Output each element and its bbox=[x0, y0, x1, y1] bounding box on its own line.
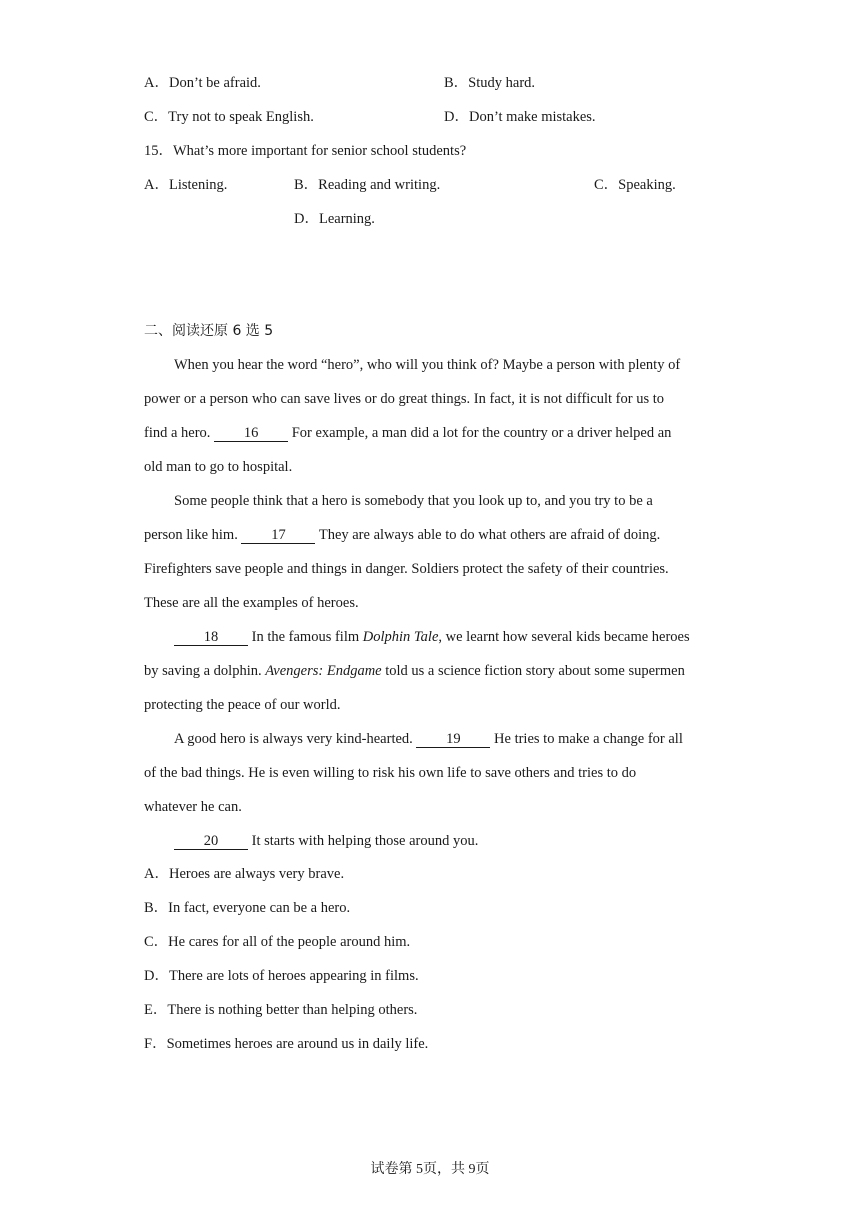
blank-20[interactable]: 20 bbox=[174, 833, 248, 850]
p5-line1 bbox=[174, 831, 478, 851]
q14-option-b: B．Study hard. bbox=[444, 75, 536, 91]
choice-c: C．He cares for all of the people around him. bbox=[144, 934, 411, 950]
q15-question: 15．What’s more important for senior school students? bbox=[144, 143, 467, 159]
p4-line3: whatever he can. bbox=[144, 799, 242, 815]
choice-b: B．In fact, everyone can be a hero. bbox=[144, 900, 351, 916]
film-title-avengers: Avengers: Endgame bbox=[265, 663, 382, 679]
p3-line1-post: , we learnt how several kids became heroes bbox=[438, 629, 690, 645]
q15-option-a: A．Listening. bbox=[144, 177, 228, 193]
q15-option-b: B．Reading and writing. bbox=[294, 177, 441, 193]
p4-line1-post: He tries to make a change for all bbox=[490, 731, 683, 747]
blank-16[interactable]: 16 bbox=[214, 425, 288, 442]
blank-19[interactable]: 19 bbox=[416, 731, 490, 748]
p5-line1-post: It starts with helping those around you. bbox=[248, 833, 479, 849]
p1-line4: old man to go to hospital. bbox=[144, 459, 293, 475]
p3-line2 bbox=[144, 661, 685, 681]
choice-a: A．Heroes are always very brave. bbox=[144, 866, 345, 882]
page-footer: 试卷第 5页，共 9页 bbox=[370, 1162, 490, 1177]
q14-option-a: A．Don’t be afraid. bbox=[144, 75, 261, 91]
p2-line4: These are all the examples of heroes. bbox=[144, 595, 359, 611]
p2-line1: Some people think that a hero is somebody that you look up to, and you try to be a bbox=[174, 493, 653, 509]
choice-f: F．Sometimes heroes are around us in daily life. bbox=[144, 1036, 429, 1052]
p4-line1-pre: A good hero is always very kind-hearted. bbox=[174, 731, 417, 747]
p1-line1: When you hear the word “hero”, who will you think of? Maybe a person with plenty of bbox=[174, 357, 681, 373]
p4-line1 bbox=[174, 729, 683, 749]
choice-d: D．There are lots of heroes appearing in films. bbox=[144, 968, 419, 984]
p2-line2-post: They are always able to do what others are afraid of doing. bbox=[315, 527, 661, 543]
p3-line2-pre: by saving a dolphin. bbox=[144, 663, 266, 679]
q14-option-d: D．Don’t make mistakes. bbox=[444, 109, 596, 125]
q14-option-c: C．Try not to speak English. bbox=[144, 109, 314, 125]
p2-line2-pre: person like him. bbox=[144, 527, 242, 543]
p1-line3 bbox=[144, 423, 671, 443]
p3-line1 bbox=[174, 627, 690, 647]
p3-line3: protecting the peace of our world. bbox=[144, 697, 341, 713]
p2-line2 bbox=[144, 525, 660, 545]
q15-option-c: C．Speaking. bbox=[594, 177, 676, 193]
p1-line3-pre: find a hero. bbox=[144, 425, 215, 441]
film-title-dolphin-tale: Dolphin Tale bbox=[362, 629, 439, 645]
section-heading: 二、阅读还原 6 选 5 bbox=[144, 323, 274, 339]
p3-line1-mid: In the famous film bbox=[248, 629, 363, 645]
p4-line2: of the bad things. He is even willing to risk his own life to save others and tries to do bbox=[144, 765, 637, 781]
p1-line2: power or a person who can save lives or do great things. In fact, it is not difficult for us to bbox=[144, 391, 664, 407]
p2-line3: Firefighters save people and things in danger. Soldiers protect the safety of their countries. bbox=[144, 561, 669, 577]
blank-18[interactable]: 18 bbox=[174, 629, 248, 646]
p3-line2-post: told us a science fiction story about some supermen bbox=[381, 663, 685, 679]
q15-option-d: D．Learning. bbox=[294, 211, 375, 227]
choice-e: E．There is nothing better than helping others. bbox=[144, 1002, 418, 1018]
p1-line3-post: For example, a man did a lot for the country or a driver helped an bbox=[288, 425, 672, 441]
blank-17[interactable]: 17 bbox=[241, 527, 315, 544]
